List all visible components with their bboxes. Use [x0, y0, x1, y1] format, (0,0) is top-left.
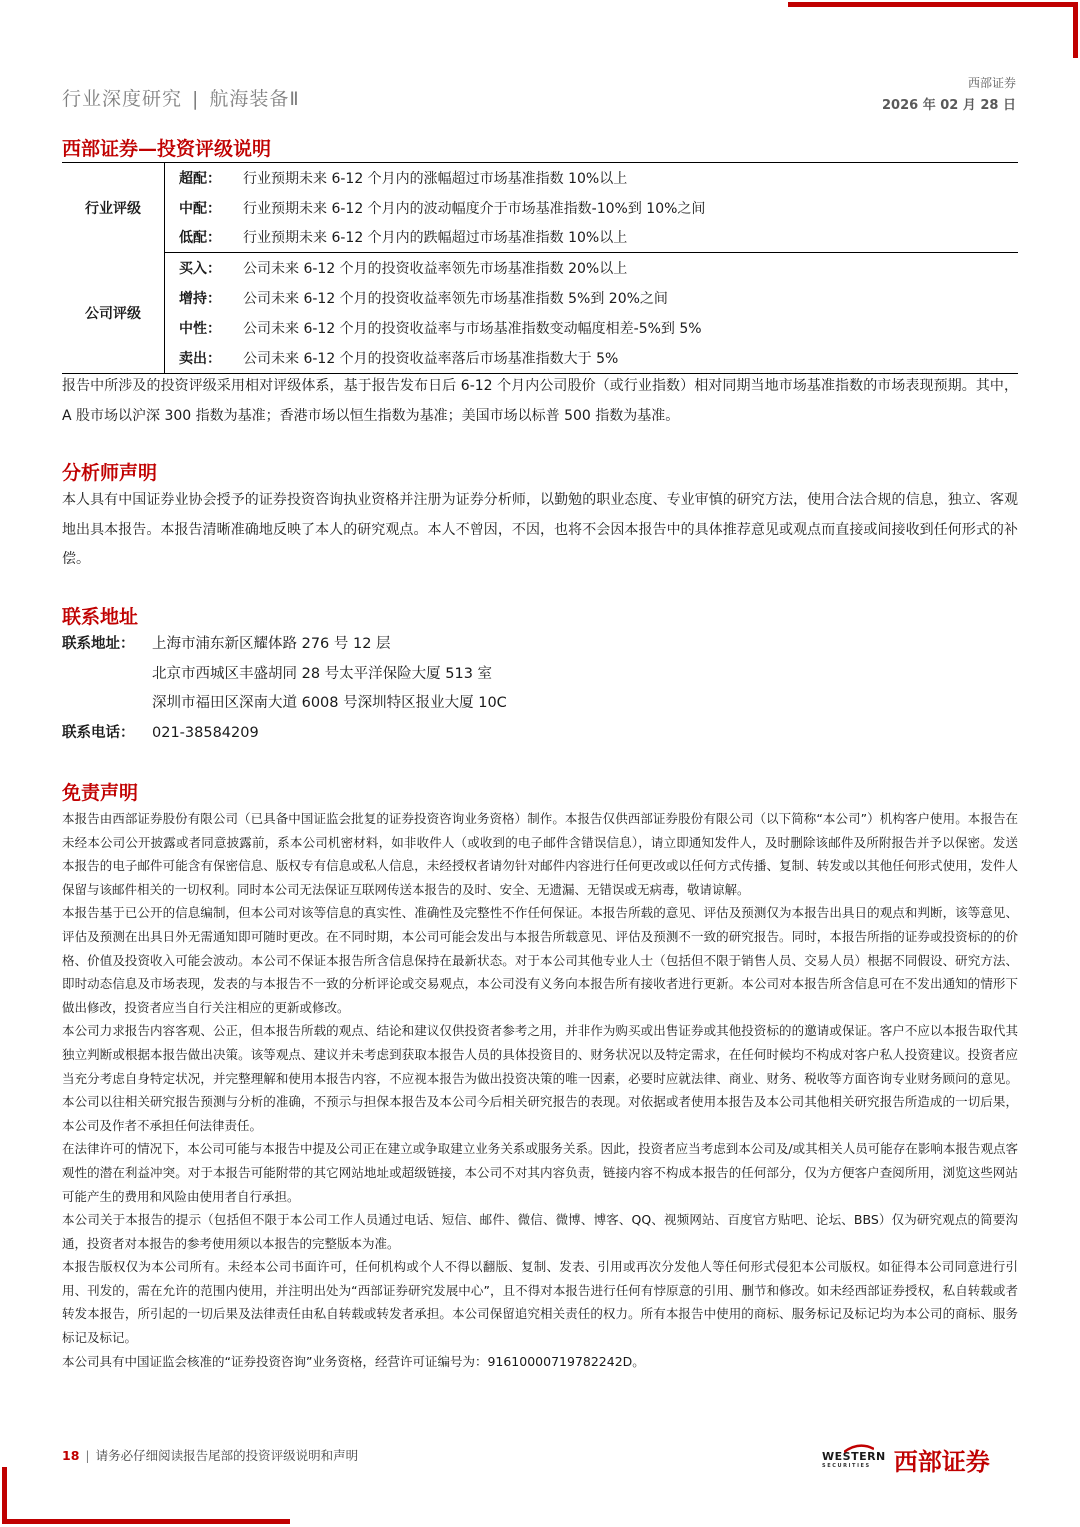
rating-note: 报告中所涉及的投资评级采用相对评级体系，基于报告发布日后 6-12 个月内公司股价（或行业指数）相对同期当地市场基准指数的市场表现预期。其中，A 股市场以沪深 300 指数为基准；香港市场以恒生指数为基准；美国市场以标普 500 指数为基准。: [62, 378, 1018, 424]
contact-phone: 021-38584209: [152, 724, 259, 741]
disclaimer-paragraph: 本公司具有中国证监会核准的“证券投资咨询”业务资格，经营许可证编号为：91610000719782242D。: [62, 1353, 645, 1369]
contact-address-label: 联系地址：: [62, 636, 135, 652]
contact-block: [62, 630, 507, 748]
rating-table: [62, 162, 1018, 374]
breadcrumb-separator: |: [192, 88, 200, 110]
corner-decoration-top-right: [788, 2, 1078, 7]
disclaimer-body: [62, 807, 1018, 1373]
section-title-disclaimer: 免责声明: [62, 782, 139, 804]
header-meta: [882, 74, 1016, 113]
rating-desc: 公司未来 6-12 个月的投资收益率领先市场基准指数 20%以上: [243, 261, 628, 278]
header-breadcrumb: [62, 84, 300, 111]
rating-level: 超配：: [165, 163, 242, 193]
page-number: 18: [62, 1448, 80, 1463]
section-title-contact: 联系地址: [62, 606, 139, 628]
disclaimer-paragraph: 本报告版权仅为本公司所有。未经本公司书面许可，任何机构或个人不得以翻版、复制、发表、引用或再次分发他人等任何形式侵犯本公司版权。如征得本公司同意进行引用、刊发的，需在允许的范围内使用，并注明出处为“西部证券研究发展中心”，且不得对本报告进行任何有悖原意的引用、删节和修改。如未经西部证券授权，私自转载或者转发本报告，所引起的一切后果及法律责任由私自转载或转发者承担。本公司保留追究相关责任的权力。所有本报告中使用的商标、服务标记及标记均为本公司的商标、服务标记及标记。: [62, 1259, 1018, 1346]
table-row: [62, 223, 1018, 253]
section-title-analyst: 分析师声明: [62, 462, 158, 484]
rating-level: 低配：: [165, 223, 242, 253]
disclaimer-paragraph: 本公司力求报告内容客观、公正，但本报告所载的观点、结论和建议仅供投资者参考之用，并非作为购买或出售证券或其他投资标的的邀请或保证。客户不应以本报告取代其独立判断或根据本报告做出决策。该等观点、建议并未考虑到获取本报告人员的具体投资目的、财务状况以及特定需求，在任何时候均不构成对客户私人投资建议。投资者应当充分考虑自身特定状况，并完整理解和使用本报告内容，不应视本报告为做出投资决策的唯一因素，必要时应就法律、商业、财务、税收等方面咨询专业财务顾问的意见。本公司以往相关研究报告预测与分析的准确，不预示与担保本报告及本公司今后相关研究报告的表现。对依据或者使用本报告及本公司其他相关研究报告所造成的一切后果，本公司及作者不承担任何法律责任。: [62, 1023, 1018, 1133]
table-row: [62, 283, 1018, 313]
rating-level: 中配：: [179, 200, 221, 217]
logo-en-subtext: SECURITIES: [822, 1462, 871, 1469]
section-title-rating: 西部证券—投资评级说明: [62, 138, 272, 160]
rating-level: 卖出：: [165, 343, 242, 373]
disclaimer-paragraph: 本报告由西部证券股份有限公司（已具备中国证监会批复的证券投资咨询业务资格）制作。本报告仅供西部证券股份有限公司（以下简称“本公司”）机构客户使用。本报告在未经本公司公开披露或者同意披露前，系本公司机密材料，如非收件人（或收到的电子邮件含错误信息），请立即通知发件人，及时删除该邮件及所附报告并予以保密。发送本报告的电子邮件可能含有保密信息、版权专有信息或私人信息，未经授权者请勿针对邮件内容进行任何更改或以任何方式传播、复制、转发或以其他任何形式使用，发件人保留与该邮件相关的一切权利。同时本公司无法保证互联网传送本报告的及时、安全、无遗漏、无错误或无病毒，敬请谅解。: [62, 811, 1018, 897]
rating-desc: 公司未来 6-12 个月的投资收益率与市场基准指数变动幅度相差-5%到 5%: [243, 320, 702, 337]
logo-chinese: 西部证券: [893, 1447, 990, 1476]
rating-category-industry: 行业评级: [62, 163, 165, 253]
table-row: [62, 163, 1018, 193]
rating-level: 增持：: [179, 291, 221, 308]
rating-desc: 公司未来 6-12 个月的投资收益率领先市场基准指数 5%到 20%之间: [243, 291, 668, 308]
breadcrumb-section: 行业深度研究: [62, 88, 183, 110]
report-date: 2026 年 02 月 28 日: [882, 98, 1016, 113]
corner-decoration-bottom-left-vertical: [2, 1467, 7, 1524]
rating-category-company: 公司评级: [62, 253, 165, 373]
corner-decoration-bottom-left: [2, 1519, 290, 1524]
disclaimer-paragraph: 在法律许可的情况下，本公司可能与本报告中提及公司正在建立或争取建立业务关系或服务关系。因此，投资者应当考虑到本公司及/或其相关人员可能存在影响本报告观点客观性的潜在利益冲突。对于本报告可能附带的其它网站地址或超级链接，本公司不对其内容负责，链接内容不构成本报告的任何部分，仅为方便客户查阅所用，浏览这些网站可能产生的费用和风险由使用者自行承担。: [62, 1141, 1018, 1204]
rating-desc: 行业预期未来 6-12 个月内的跌幅超过市场基准指数 10%以上: [241, 223, 1018, 253]
logo-english: [822, 1451, 886, 1469]
table-row: [62, 193, 1018, 223]
footer-note: [62, 1446, 358, 1464]
table-row: [62, 313, 1018, 343]
contact-address: 北京市西城区丰盛胡同 28 号太平洋保险大厦 513 室: [152, 665, 493, 682]
footer-separator: |: [85, 1448, 90, 1463]
contact-address: 深圳市福田区深南大道 6008 号深圳特区报业大厦 10C: [152, 695, 507, 711]
breadcrumb-industry: 航海装备Ⅱ: [209, 88, 300, 110]
contact-address: 上海市浦东新区耀体路 276 号 12 层: [152, 636, 391, 652]
analyst-statement: 本人具有中国证券业协会授予的证券投资咨询执业资格并注册为证券分析师，以勤勉的职业态度、专业审慎的研究方法，使用合法合规的信息，独立、客观地出具本报告。本报告清晰准确地反映了本人的研究观点。本人不曾因，不因，也将不会因本报告中的具体推荐意见或观点而直接或间接收到任何形式的补偿。: [62, 492, 1018, 567]
logo-swoosh-icon: [844, 1443, 874, 1453]
logo-en-text: WESTERN: [822, 1449, 886, 1463]
rating-level: 买入：: [179, 261, 221, 278]
rating-desc: 公司未来 6-12 个月的投资收益率落后市场基准指数大于 5%: [241, 343, 1018, 373]
rating-level: 中性：: [179, 320, 221, 337]
table-row: [62, 253, 1018, 283]
header-company: 西部证券: [967, 76, 1016, 90]
disclaimer-paragraph: 本公司关于本报告的提示（包括但不限于本公司工作人员通过电话、短信、邮件、微信、微博、博客、QQ、视频网站、百度官方贴吧、论坛、BBS）仅为研究观点的简要沟通，投资者对本报告的参考使用须以本报告的完整版本为准。: [62, 1212, 1018, 1251]
corner-decoration-top-right-vertical: [1073, 2, 1078, 58]
rating-desc: 行业预期未来 6-12 个月内的波动幅度介于市场基准指数-10%到 10%之间: [243, 200, 706, 217]
footer-text: 请务必仔细阅读报告尾部的投资评级说明和声明: [95, 1448, 359, 1463]
disclaimer-paragraph: 本报告基于已公开的信息编制，但本公司对该等信息的真实性、准确性及完整性不作任何保证。本报告所载的意见、评估及预测仅为本报告出具日的观点和判断，该等意见、评估及预测在出具日外无需通知即可随时更改。在不同时期，本公司可能会发出与本报告所载意见、评估及预测不一致的研究报告。同时，本报告所指的证券或投资标的的价格、价值及投资收入可能会波动。本公司不保证本报告所含信息保持在最新状态。对于本公司其他专业人士（包括但不限于销售人员、交易人员）根据不同假设、研究方法、即时动态信息及市场表现，发表的与本报告不一致的分析评论或交易观点，本公司没有义务向本报告所有接收者进行更新。本公司对本报告所含信息可在不发出通知的情形下做出修改，投资者应当自行关注相应的更新或修改。: [62, 905, 1018, 1015]
company-logo: [822, 1442, 990, 1477]
rating-desc: 行业预期未来 6-12 个月内的涨幅超过市场基准指数 10%以上: [241, 163, 1018, 193]
table-row: [62, 343, 1018, 373]
contact-phone-label: 联系电话：: [62, 724, 135, 741]
